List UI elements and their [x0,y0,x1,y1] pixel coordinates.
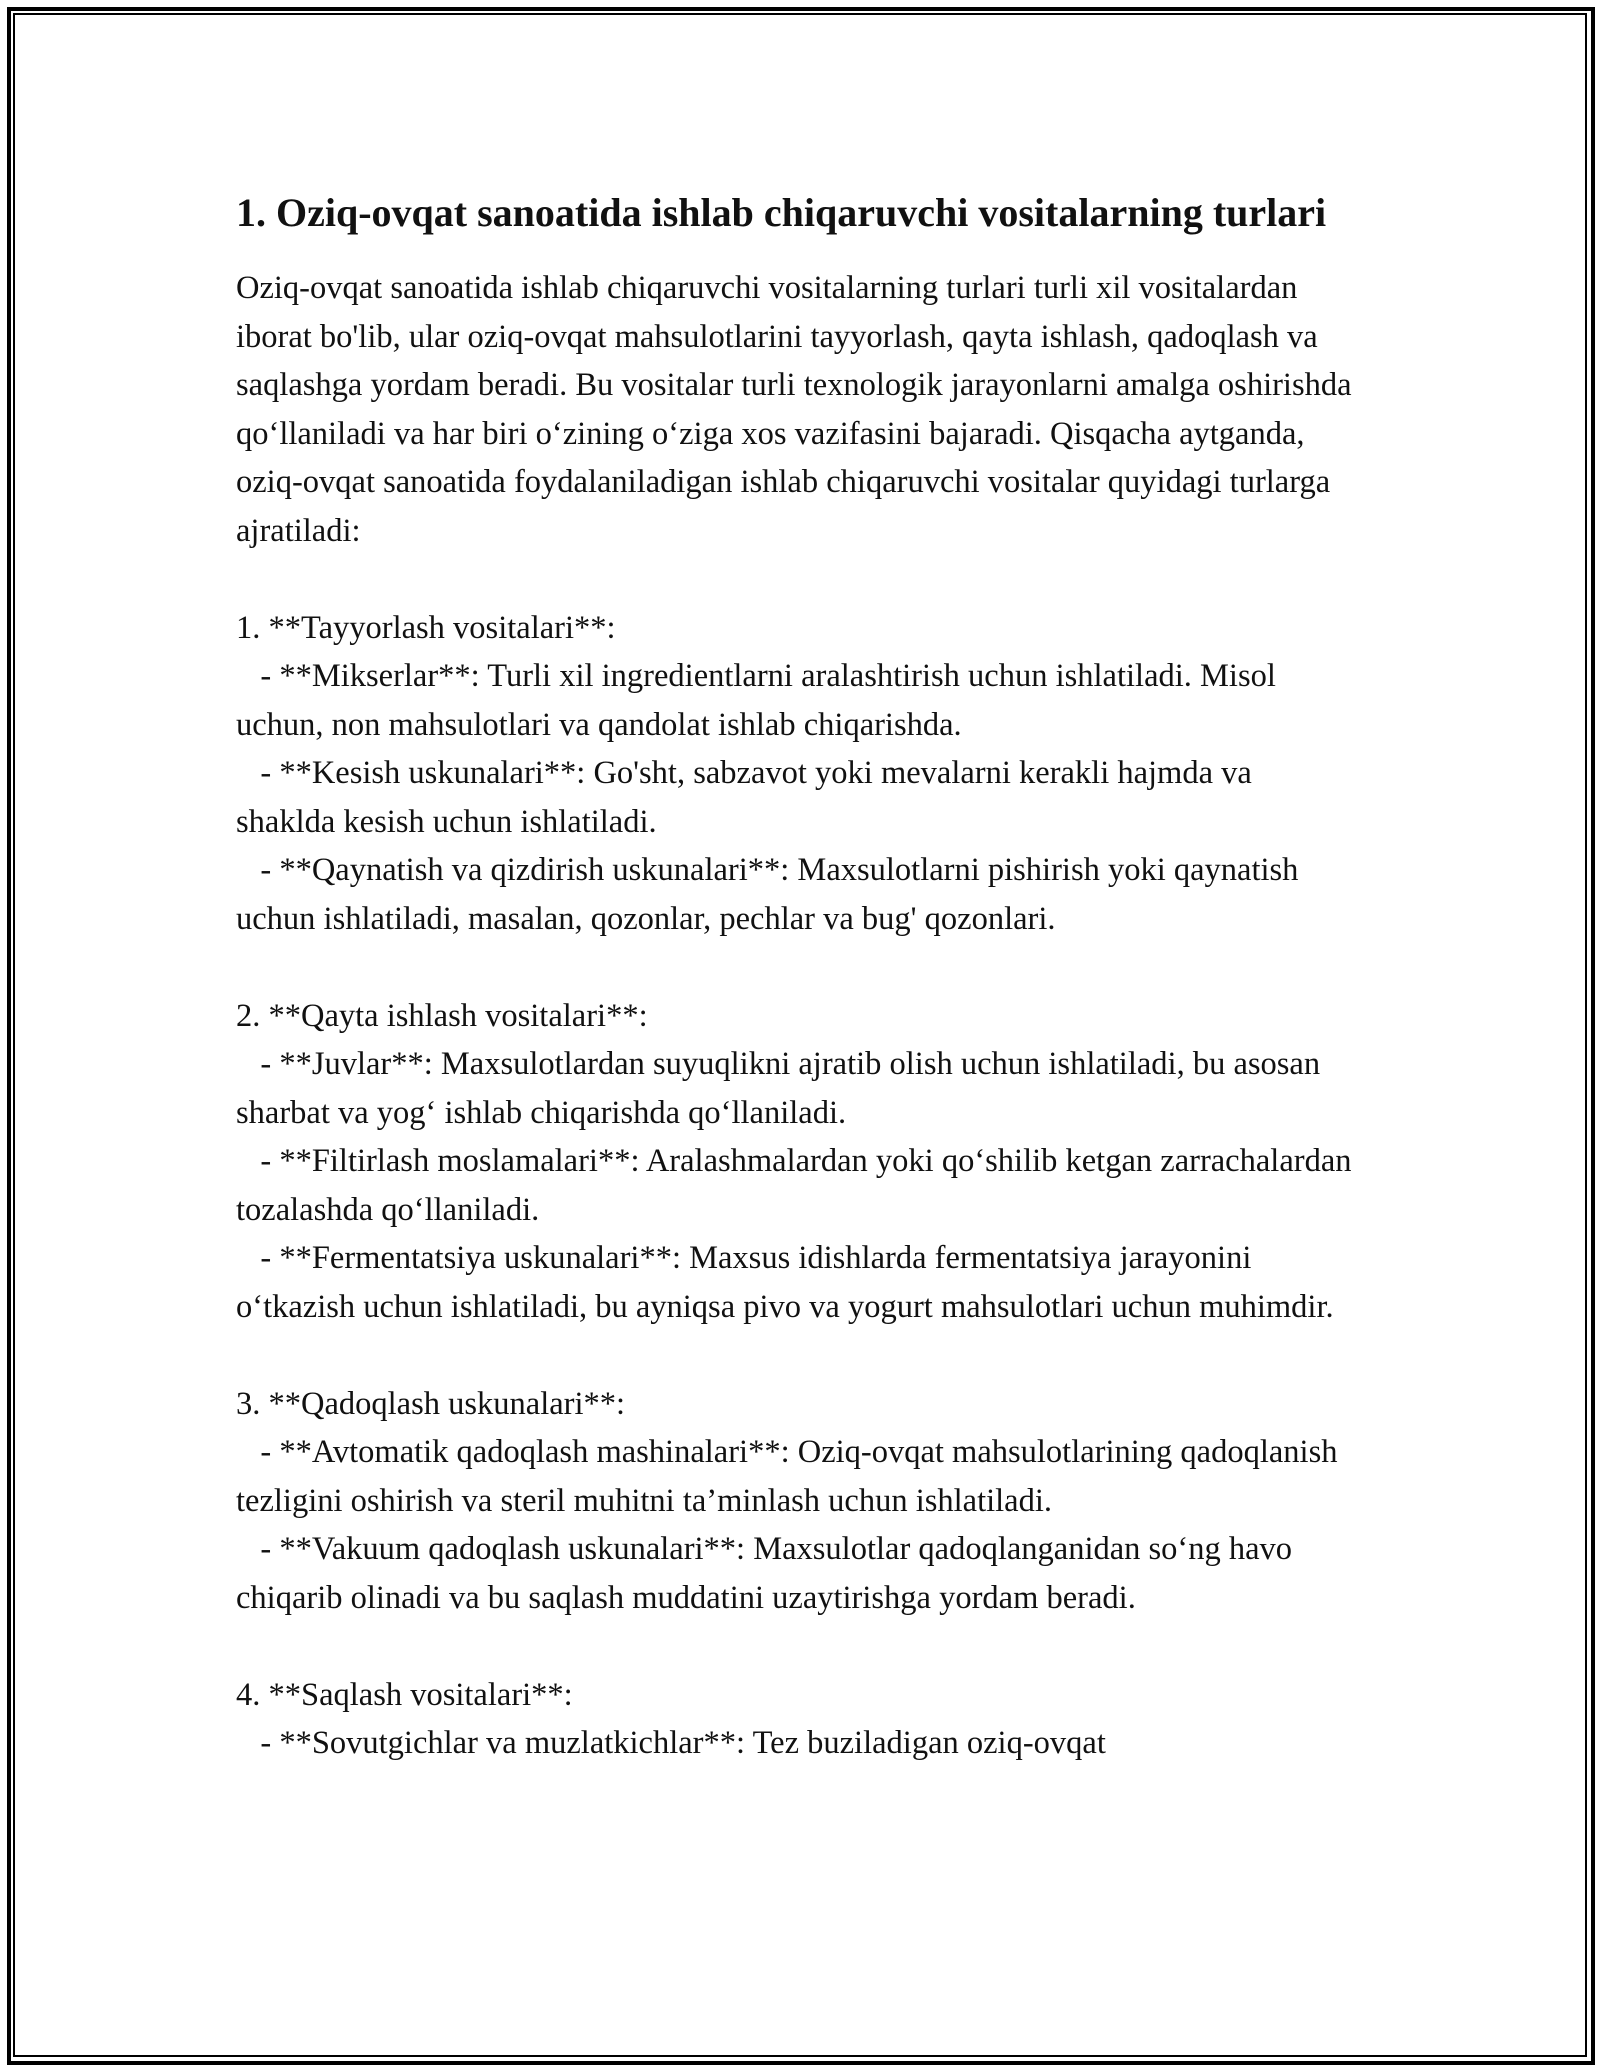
section-packaging [236,1380,1356,1623]
list-item: - **Filtirlash moslamalari**: Aralashmalardan yoki qo‘shilib ketgan zarrachalardan tozalashda qo‘llaniladi. [236,1143,1360,1228]
spacer [236,1622,1356,1671]
list-item: - **Kesish uskunalari**: Go'sht, sabzavot yoki mevalarni kerakli hajmda va shaklda kesish uchun ishlatiladi. [236,755,1260,840]
section-heading: 4. **Saqlash vositalari**: [236,1676,573,1713]
list-item: - **Qaynatish va qizdirish uskunalari**: Maxsulotlarni pishirish yoki qaynatish uchun ishlatiladi, masalan, qozonlar, pechlar va bug' qozonlari. [236,852,1307,937]
document-content [236,186,1360,1768]
list-item: - **Juvlar**: Maxsulotlardan suyuqlikni ajratib olish uchun ishlatiladi, bu asosan sharbat va yog‘ ishlab chiqarishda qo‘llaniladi. [236,1046,1329,1131]
list-item: - **Vakuum qadoqlash uskunalari**: Maxsulotlar qadoqlanganidan so‘ng havo chiqarib olinadi va bu saqlash muddatini uzaytirishga yordam beradi. [236,1531,1301,1616]
section-preparation [236,604,1356,944]
list-item: - **Mikserlar**: Turli xil ingredientlarni aralashtirish uchun ishlatiladi. Misol uchun, non mahsulotlari va qandolat ishlab chiqarishda. [236,658,1284,743]
section-processing [236,992,1360,1332]
document-title: 1. Oziq-ovqat sanoatida ishlab chiqaruvchi vositalarning turlari [236,190,1327,235]
intro-paragraph: Oziq-ovqat sanoatida ishlab chiqaruvchi vositalarning turlari turli xil vositalardan iborat bo'lib, ular oziq-ovqat mahsulotlarini tayyorlash, qayta ishlash, qadoqlash va saqlashga yordam beradi. Bu vositalar turli texnologik jarayonlarni amalga oshirishda qo‘llaniladi va har biri o‘zining o‘ziga xos vazifasini bajaradi. Qisqacha aytganda, oziq-ovqat sanoatida foydalaniladigan ishlab chiqaruvchi vositalar quyidagi turlarga ajratiladi: [236,270,1352,549]
spacer [236,1331,1356,1380]
section-storage [236,1671,1356,1768]
section-heading: 1. **Tayyorlash vositalari**: [236,609,616,646]
list-item: - **Fermentatsiya uskunalari**: Maxsus idishlarda fermentatsiya jarayonini o‘tkazish uchun ishlatiladi, bu ayniqsa pivo va yogurt mahsulotlari uchun muhimdir. [236,1240,1334,1325]
spacer [236,555,1356,604]
spacer [236,943,1356,992]
list-item: - **Avtomatik qadoqlash mashinalari**: Oziq-ovqat mahsulotlarining qadoqlanish tezligini oshirish va steril muhitni ta’minlash uchun ishlatiladi. [236,1434,1346,1519]
section-heading: 2. **Qayta ishlash vositalari**: [236,997,648,1034]
list-item: - **Sovutgichlar va muzlatkichlar**: Tez buziladigan oziq-ovqat [236,1725,1106,1761]
section-heading: 3. **Qadoqlash uskunalari**: [236,1385,626,1422]
document-body [236,264,1360,1768]
